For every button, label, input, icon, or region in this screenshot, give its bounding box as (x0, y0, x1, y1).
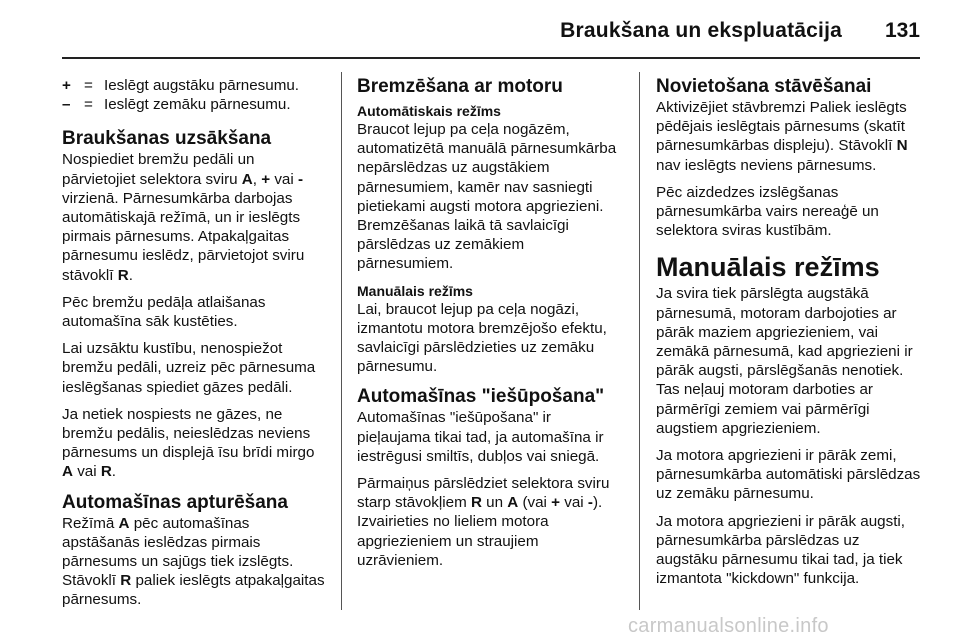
column-1 (62, 76, 326, 618)
paragraph: Automašīnas "iešūpošana" ir pieļaujama tikai tad, ja automašīna ir iestrēgusi smiltīs, dubļos vai sniegā. (357, 409, 604, 465)
watermark: carmanualsonline.info (628, 615, 829, 637)
column-divider-2 (639, 72, 640, 610)
paragraph: Ja netiek nospiests ne gāzes, ne bremžu pedālis, neieslēdzas neviens pārnesums un displejā īsu brīdi mirgo A vai R. (62, 405, 315, 481)
header-divider (62, 57, 920, 59)
paragraph: Režīmā A pēc automašīnas apstāšanās ieslēdzas pirmais pārnesums un sajūgs tiek izslēgts. Stāvoklī R paliek ieslēgts atpakaļgaitas pārnesums. (62, 514, 325, 609)
paragraph: Lai, braucot lejup pa ceļa nogāzi, izmantotu motora bremzējošo efektu, savlaicīgi pārslēdzieties uz zemāku pārnesumu. (357, 300, 607, 376)
paragraph: Ja motora apgriezieni ir pārāk zemi, pārnesumkārba automātiski pārslēdzas uz zemāku pārnesumu. (656, 447, 921, 503)
paragraph: Aktivizējiet stāvbremzi Paliek ieslēgts pēdējais ieslēgtais pārnesums (skatīt pārnesumkārbas displeju). Stāvoklī N nav ieslēgts neviens pārnesums. (656, 99, 908, 174)
header-title: Braukšana un ekspluatācija (560, 19, 842, 42)
section-title-parking: Novietošana stāvēšanai (656, 76, 872, 97)
legend-key: – (62, 96, 71, 114)
section-title-engine-braking: Bremzēšana ar motoru (357, 76, 563, 97)
paragraph: Braucot lejup pa ceļa nogāzēm, automatizētā manuālā pārnesumkārba nepārslēdzas uz augstākiem pārnesumiem, kamēr nav sasniegti pietiekami augsti motora apgriezieni. Bremzēšanas laikā tā savlaicīgi pārslēdzas uz zemākiem pārnesumiem. (357, 121, 617, 273)
paragraph: Pēc aizdedzes izslēgšanas pārnesumkārba vairs nereaģē un selektora sviras kustībām. (656, 183, 879, 240)
subsection-title-automatic: Automātiskais režīms (357, 103, 501, 119)
legend-text: Ieslēgt zemāku pārnesumu. (104, 96, 291, 114)
paragraph: Ja svira tiek pārslēgta augstākā pārnesumā, motoram darbojoties ar pārāk maziem apgriezieniem, vai zemākā pārnesumā, kad apgriezieni ir pārāk augsti, pārslēgšanās nenotiek. Tas neļauj motoram darboties ar pārmērīgi zemiem vai pārmērīgi augstiem apgriezieniem. (656, 285, 913, 437)
chapter-title-manual-mode: Manuālais režīms (656, 252, 880, 283)
paragraph: Lai uzsāktu kustību, nenospiežot bremžu pedāli, uzreiz pēc pārnesuma ieslēgšanas spiediet gāzes pedāli. (62, 340, 316, 396)
page-number: 131 (884, 19, 920, 42)
subsection-title-manual: Manuālais režīms (357, 282, 473, 299)
section-title-stopping: Automašīnas apturēšana (62, 491, 288, 513)
paragraph: Ja motora apgriezieni ir pārāk augsti, pārnesumkārba pārslēdzas uz augstāku pārnesumu tikai tad, ja tiek izmantota "kickdown" funkcija. (656, 512, 906, 588)
section-title-starting: Braukšanas uzsākšana (62, 128, 272, 150)
legend-eq: = (84, 96, 93, 114)
page-header (0, 0, 960, 58)
paragraph: Pārmaiņus pārslēdziet selektora sviru starp stāvokļiem R un A (vai + vai -). Izvairieties no lieliem motora apgriezieniem un straujiem uzrāvieniem. (357, 475, 610, 569)
paragraph: Pēc bremžu pedāļa atlaišanas automašīna sāk kustēties. (62, 293, 266, 331)
paragraph: Nospiediet bremžu pedāli un pārvietojiet selektora sviru A, + vai - virzienā. Pārnesumkārba darbojas automātiskajā režīmā, un ir ieslēgts pirmais pārnesums. Atpakaļgaitas pārnesumu ieslēdz, pārvietojot sviru stāvoklī R. (62, 151, 305, 284)
legend-row-minus (62, 95, 326, 114)
legend-row-plus (62, 76, 326, 95)
legend-key: + (62, 77, 71, 94)
legend-text: Ieslēgt augstāku pārnesumu. (104, 77, 300, 94)
section-title-rocking: Automašīnas "iešūpošana" (357, 386, 605, 408)
column-3 (656, 76, 922, 596)
column-divider-1 (341, 72, 342, 610)
column-2 (357, 76, 619, 578)
legend-eq: = (84, 77, 93, 94)
